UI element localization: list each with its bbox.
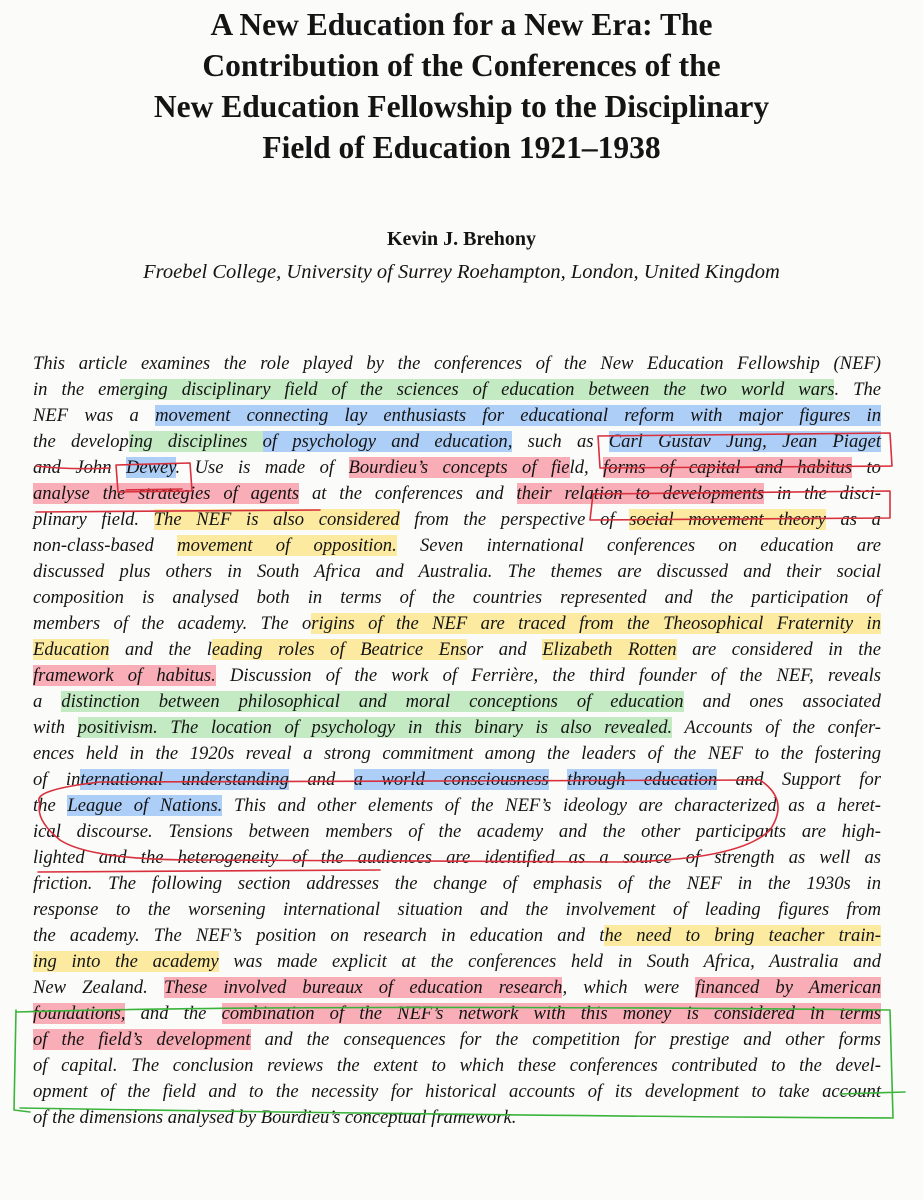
highlighted-phrase: through education <box>567 769 718 790</box>
abstract <box>33 351 881 1131</box>
highlighted-phrase: he need to bring teacher train- <box>604 925 881 946</box>
highlighted-phrase: foundations, <box>33 1003 126 1024</box>
title-line: New Education Fellowship to the Disciplinary <box>153 89 770 124</box>
highlighted-phrase: positivism. The location of psychology in this binary is also revealed. <box>77 717 673 738</box>
abstract-line <box>33 663 881 689</box>
abstract-text: and Support for <box>717 769 882 790</box>
abstract-text: opment of the field and to the necessity for historical accounts of its development to take account <box>33 1081 881 1102</box>
abstract-text: and the l <box>109 639 212 660</box>
abstract-line <box>33 611 881 637</box>
abstract-text: are considered in the <box>676 639 881 660</box>
abstract-text: of in <box>33 769 81 790</box>
abstract-line <box>33 1001 881 1027</box>
highlighted-phrase: Bourdieu’s concepts of fie <box>348 457 570 478</box>
abstract-text <box>549 769 567 790</box>
abstract-text: NEF was a <box>33 405 156 426</box>
abstract-line <box>33 871 881 897</box>
highlighted-phrase: of the field’s development <box>33 1029 251 1050</box>
highlighted-phrase: movement connecting lay enthusiasts for educational reform with major figures in <box>155 405 881 426</box>
abstract-text: response to the worsening international situation and the involvement of leading figures from <box>33 899 881 920</box>
highlighted-phrase: financed by American <box>695 977 881 998</box>
highlighted-phrase: erging disciplinary field of the sciences of education between the two world wars <box>119 379 835 400</box>
abstract-text: such as <box>512 431 609 452</box>
abstract-text: non-class-based <box>33 535 178 556</box>
abstract-text: the academy. The NEF’s position on research in education and t <box>33 925 605 946</box>
abstract-line <box>33 637 881 663</box>
abstract-line <box>33 1105 881 1131</box>
abstract-text: from the perspective of <box>399 509 630 530</box>
abstract-line <box>33 585 881 611</box>
highlighted-phrase: ing into the academy <box>33 951 219 972</box>
highlighted-phrase: These involved bureaux of education research <box>163 977 563 998</box>
abstract-text: Accounts of the confer- <box>672 717 881 738</box>
abstract-text: at the conferences and <box>299 483 517 504</box>
abstract-text: . Use is made of <box>175 457 349 478</box>
author-name: Kevin J. Brehony <box>386 228 537 250</box>
highlighted-phrase: The NEF is also considered <box>153 509 400 530</box>
abstract-line <box>33 1027 881 1053</box>
highlighted-phrase: Elizabeth Rotten <box>542 639 677 660</box>
highlighted-phrase: framework of habitus. <box>33 665 216 686</box>
abstract-line <box>33 819 881 845</box>
abstract-line <box>33 845 881 871</box>
title-line: A New Education for a New Era: The <box>210 7 713 42</box>
title-line: Contribution of the Conferences of the <box>202 48 721 83</box>
highlighted-phrase: combination of the NEF’s network with this money is considered in terms <box>221 1003 881 1024</box>
green-bracket-research <box>14 1010 30 1112</box>
abstract-text: and John <box>33 457 126 478</box>
highlighted-phrase: distinction between philosophical and moral conceptions of education <box>61 691 684 712</box>
abstract-text: or and <box>466 639 543 660</box>
author-affiliation: Froebel College, University of Surrey Roehampton, London, United Kingdom <box>143 261 780 283</box>
abstract-text: and the consequences for the competition for prestige and other forms <box>250 1029 881 1050</box>
highlighted-phrase: social movement theory <box>629 509 826 530</box>
abstract-text: friction. The following section addresses the change of emphasis of the NEF in the 1930s in <box>33 873 881 894</box>
highlighted-phrase: ing disciplines <box>128 431 263 452</box>
title-line: Field of Education 1921–1938 <box>262 130 661 165</box>
abstract-text: . The <box>834 379 881 400</box>
abstract-text: of the dimensions analysed by Bourdieu’s conceptual framework. <box>33 1107 517 1128</box>
highlighted-phrase: ternational understanding <box>80 769 289 790</box>
highlighted-phrase: of psychology and education, <box>262 431 513 452</box>
abstract-text: composition is analysed both in terms of the countries represented and the participation of <box>33 587 881 608</box>
abstract-text: and ones associated <box>683 691 881 712</box>
abstract-text: members of the academy. The o <box>33 613 312 634</box>
abstract-line <box>33 481 881 507</box>
highlighted-phrase: analyse the strategies of agents <box>33 483 300 504</box>
abstract-line <box>33 975 881 1001</box>
abstract-text: and the <box>125 1003 222 1024</box>
abstract-text: was made explicit at the conferences held in South Africa, Australia and <box>218 951 881 972</box>
abstract-text: ences held in the 1920s reveal a strong commitment among the leaders of the NEF to the fostering <box>33 743 881 764</box>
abstract-line <box>33 793 881 819</box>
abstract-line <box>33 559 881 585</box>
abstract-text: and <box>288 769 354 790</box>
abstract-text: , which were <box>562 977 696 998</box>
abstract-line <box>33 455 881 481</box>
abstract-text: as a <box>825 509 881 530</box>
highlighted-phrase: Education <box>33 639 110 660</box>
highlighted-phrase: eading roles of Beatrice Ens <box>211 639 467 660</box>
highlighted-phrase: movement of opposition. <box>177 535 397 556</box>
highlighted-phrase: forms of capital and habitus <box>603 457 853 478</box>
abstract-text: the <box>33 795 68 816</box>
abstract-line <box>33 715 881 741</box>
abstract-line <box>33 429 881 455</box>
abstract-text: lighted and the heterogeneity of the audiences are identified as a source of strength as well as <box>33 847 881 868</box>
abstract-text: discussed plus others in South Africa and Australia. The themes are discussed and their social <box>33 561 881 582</box>
abstract-line <box>33 507 881 533</box>
highlighted-phrase: their relation to developments <box>516 483 764 504</box>
abstract-line <box>33 351 881 377</box>
abstract-text: with <box>33 717 78 738</box>
abstract-text: a <box>33 691 62 712</box>
abstract-text: in the em <box>33 379 120 400</box>
abstract-line <box>33 533 881 559</box>
highlighted-phrase: Carl Gustav Jung, Jean Piaget <box>608 431 881 452</box>
abstract-line <box>33 923 881 949</box>
abstract-line <box>33 897 881 923</box>
abstract-text: This and other elements of the NEF’s ideology are characterized as a heret- <box>222 795 881 816</box>
abstract-text: ld, <box>569 457 604 478</box>
abstract-line <box>33 403 881 429</box>
abstract-text: ical discourse. Tensions between members of the academy and the other participants are high- <box>33 821 881 842</box>
abstract-text: New Zealand. <box>33 977 164 998</box>
abstract-line <box>33 1053 881 1079</box>
abstract-text: Seven international conferences on education are <box>396 535 881 556</box>
highlighted-phrase: League of Nations. <box>67 795 223 816</box>
abstract-text: to <box>852 457 881 478</box>
abstract-line <box>33 689 881 715</box>
abstract-line <box>33 741 881 767</box>
abstract-line <box>33 767 881 793</box>
highlighted-phrase: a world consciousness <box>353 769 549 790</box>
article-title <box>30 4 893 168</box>
highlighted-phrase: Dewey <box>125 457 176 478</box>
abstract-text: Discussion of the work of Ferrière, the third founder of the NEF, reveals <box>215 665 881 686</box>
highlighted-phrase: rigins of the NEF are traced from the Theosophical Fraternity in <box>311 613 882 634</box>
abstract-line <box>33 377 881 403</box>
abstract-text: in the disci- <box>764 483 881 504</box>
abstract-line <box>33 949 881 975</box>
abstract-text: the develop <box>33 431 129 452</box>
abstract-text: plinary field. <box>33 509 154 530</box>
abstract-line <box>33 1079 881 1105</box>
abstract-text: of capital. The conclusion reviews the extent to which these conferences contributed to the devel- <box>33 1055 881 1076</box>
abstract-text: This article examines the role played by the conferences of the New Education Fellowship (NEF) <box>33 353 881 374</box>
